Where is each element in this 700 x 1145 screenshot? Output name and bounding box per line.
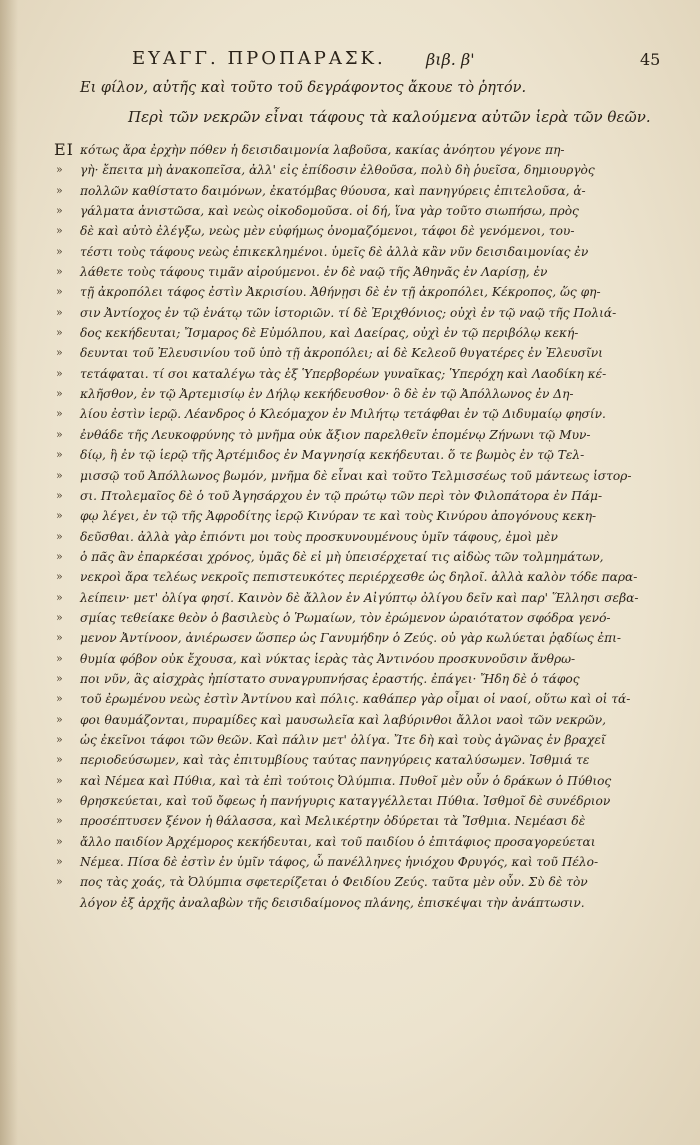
text-line — [40, 181, 660, 201]
line-text: φῳ λέγει, ἐν τῷ τῆς Ἀφροδίτης ἱερῷ Κινύραν τε καὶ τοὺς Κινύρου ἀπογόνους κεκη- — [80, 509, 597, 524]
quotation-mark: » — [56, 509, 63, 523]
line-text: σιν Ἀντίοχος ἐν τῷ ἐνάτῳ τῶν ἱστοριῶν. τί δὲ Ἐριχθόνιος; οὐχὶ ἐν τῷ ναῷ τῆς Πολιά- — [80, 305, 617, 320]
text-line — [40, 527, 660, 547]
text-line — [40, 872, 660, 892]
line-text: ποι νῦν, ἃς αἰσχρὰς ἠπίστατο συναγρυπνήσας ἐραστής. ἐπάγει· Ἤδη δὲ ὁ τάφος — [80, 671, 580, 686]
line-text: τῇ ἀκροπόλει τάφος ἐστὶν Ἀκρισίου. Ἀθήνῃσι δὲ ἐν τῇ ἀκροπόλει, Κέκροπος, ὥς φη- — [80, 285, 601, 300]
text-line — [40, 303, 660, 323]
running-head: ΕΥΑΓΓ. ΠΡΟΠΑΡΑΣΚ. — [132, 48, 386, 69]
text-line — [40, 811, 660, 831]
intro-line: Ει φίλον, αὐτῆς καὶ τοῦτο τοῦ δεγράφοντος ἄκουε τὸ ῥητόν. — [80, 80, 527, 96]
text-line — [40, 425, 660, 445]
quotation-mark: » — [56, 448, 63, 462]
line-text: τέστι τοὺς τάφους νεὼς ἐπικεκλημένοι. ὑμεῖς δὲ ἀλλὰ κἂν νῦν δεισιδαιμονίας ἐν — [80, 244, 589, 259]
line-text: τοῦ ἐρωμένου νεὼς ἐστὶν Ἀντίνου καὶ πόλις. καθάπερ γὰρ οἶμαι οἱ ναοί, οὕτω καὶ οἱ τά- — [80, 692, 631, 707]
line-text: ἐνθάδε τῆς Λευκοφρύνης τὸ μνῆμα οὐκ ἄξιον παρελθεῖν ἑπομένῳ Ζήνωνι τῷ Μυν- — [80, 427, 591, 442]
text-line — [40, 160, 660, 180]
body-text — [40, 140, 660, 913]
text-line — [40, 506, 660, 526]
line-text: πος τὰς χοάς, τὰ Ὀλύμπια σφετερίζεται ὁ Φειδίου Ζεύς. ταῦτα μὲν οὖν. Σὺ δὲ τὸν — [80, 875, 588, 890]
text-line — [40, 608, 660, 628]
text-line — [40, 282, 660, 302]
line-text: σι. Πτολεμαῖος δὲ ὁ τοῦ Ἀγησάρχου ἐν τῷ πρώτῳ τῶν περὶ τὸν Φιλοπάτορα ἐν Πάμ- — [80, 488, 603, 503]
line-text: προσέπτυσεν ξένον ἡ θάλασσα, καὶ Μελικέρτην ὀδύρεται τὰ Ἴσθμια. Νεμέασι δὲ — [80, 814, 586, 829]
page-gutter-shadow — [0, 0, 18, 1145]
text-line — [40, 689, 660, 709]
line-text: θυμία φόβον οὐκ ἔχουσα, καὶ νύκτας ἱερὰς τὰς Ἀντινόου προσκυνοῦσιν ἄνθρω- — [80, 651, 576, 666]
quotation-mark: » — [56, 346, 63, 360]
line-text: πολλῶν καθίστατο δαιμόνων, ἐκατόμβας θύουσα, καὶ πανηγύρεις ἐπιτελοῦσα, ἀ- — [80, 183, 586, 198]
line-text: κότως ἄρα ἐρχὴν πόθεν ἡ δεισιδαιμονία λαβοῦσα, κακίας ἀνόητου γέγονε πη- — [80, 143, 565, 157]
quotation-mark: » — [56, 183, 63, 197]
text-line — [40, 567, 660, 587]
text-line — [40, 547, 660, 567]
quotation-mark: » — [56, 794, 63, 807]
quotation-mark: » — [56, 834, 63, 848]
quotation-mark: » — [56, 326, 63, 340]
quotation-mark: » — [56, 488, 63, 502]
quotation-mark: » — [56, 387, 63, 401]
quotation-mark: » — [56, 163, 63, 177]
quotation-mark: » — [56, 732, 63, 746]
line-text: ὡς ἐκεῖνοι τάφοι τῶν θεῶν. Καὶ πάλιν μετ' ὀλίγα. Ἴτε δὴ καὶ τοὺς ἀγῶνας ἐν βραχεῖ — [80, 732, 606, 747]
text-line — [40, 445, 660, 465]
text-line — [40, 893, 660, 913]
text-line — [40, 628, 660, 648]
line-text: ἄλλο παιδίον Ἀρχέμορος κεκήδευται, καὶ τοῦ παιδίου ὁ ἐπιτάφιος προσαγορεύεται — [80, 834, 596, 849]
quotation-mark: » — [56, 224, 63, 238]
section-heading: Περὶ τῶν νεκρῶν εἶναι τάφους τὰ καλούμενα αὐτῶν ἱερὰ τῶν θεῶν. — [128, 108, 651, 126]
quotation-mark: » — [56, 875, 63, 889]
quotation-mark: » — [56, 671, 63, 685]
quotation-mark: » — [56, 407, 63, 421]
text-line — [40, 750, 660, 770]
line-text: γὴ· ἔπειτα μὴ ἀνακοπεῖσα, ἀλλ' εἰς ἐπίδοσιν ἐλθοῦσα, πολὺ δὴ ῥυεῖσα, δημιουργὸς — [80, 163, 595, 178]
line-text: δὲ καὶ αὐτὸ ἐλέγξω, νεὼς μὲν εὐφήμως ὀνομαζόμενοι, τάφοι δὲ γενόμενοι, του- — [80, 224, 575, 239]
text-line — [40, 730, 660, 750]
text-line — [40, 771, 660, 791]
text-line — [40, 588, 660, 608]
text-line — [40, 343, 660, 363]
quotation-mark: » — [56, 773, 63, 787]
text-line — [40, 404, 660, 424]
line-text: νεκροὶ ἄρα τελέως νεκροῖς πεπιστευκότες περιέρχεσθε ὡς δηλοῖ. ἀλλὰ καλὸν τόδε παρα- — [80, 570, 638, 585]
quotation-mark: » — [56, 753, 63, 767]
text-line — [40, 649, 660, 669]
text-line — [40, 710, 660, 730]
line-text: λάθετε τοὺς τάφους τιμᾶν αἰρούμενοι. ἐν δὲ ναῷ τῆς Ἀθηνᾶς ἐν Λαρίσῃ, ἐν — [80, 265, 548, 280]
quotation-mark: » — [56, 244, 63, 258]
text-line — [40, 486, 660, 506]
quotation-mark: » — [56, 631, 63, 645]
quotation-mark: » — [56, 651, 63, 665]
line-text: λίου ἐστὶν ἱερῷ. Λέανδρος ὁ Κλεόμαχον ἐν Μιλήτῳ τετάφθαι ἐν τῷ Διδυμαίῳ φησίν. — [80, 407, 606, 422]
quotation-mark: » — [56, 855, 63, 869]
line-text: δίῳ, ἣ ἐν τῷ ἱερῷ τῆς Ἀρτέμιδος ἐν Μαγνησίᾳ κεκήδευται. ὅ τε βωμὸς ἐν τῷ Τελ- — [80, 448, 585, 463]
initial-letters: ΕΙ — [54, 140, 74, 159]
line-text: δεῦσθαι. ἀλλὰ γὰρ ἐπιόντι μοι τοὺς προσκυνουμένους ὑμῖν τάφους, ἐμοὶ μὲν — [80, 529, 558, 544]
line-text: Νέμεα. Πίσα δὲ ἐστὶν ἐν ὑμῖν τάφος, ὦ πανέλληνες ἡνιόχου Φρυγός, καὶ τοῦ Πέλο- — [80, 855, 599, 870]
line-text: μισσῷ τοῦ Ἀπόλλωνος βωμόν, μνῆμα δὲ εἶναι καὶ τοῦτο Τελμισσέως τοῦ μάντεως ἱστορ- — [80, 468, 632, 483]
line-text: καὶ Νέμεα καὶ Πύθια, καὶ τὰ ἐπὶ τούτοις Ὀλύμπια. Πυθοῖ μὲν οὖν ὁ δράκων ὁ Πύθιος — [80, 773, 612, 788]
book-reference: βιβ. β' — [426, 50, 475, 69]
line-text: λόγον ἐξ ἀρχῆς ἀναλαβὼν τῆς δεισιδαίμονος πλάνης, ἐπισκέψαι τὴν ἀνάπτωσιν. — [80, 895, 585, 910]
text-line — [40, 384, 660, 404]
text-line — [40, 262, 660, 282]
text-line — [40, 364, 660, 384]
text-line — [40, 140, 660, 160]
quotation-mark: » — [56, 549, 63, 563]
text-line — [40, 221, 660, 241]
line-text: ὁ πᾶς ἂν ἐπαρκέσαι χρόνος, ὑμᾶς δὲ εἰ μὴ ὑπεισέρχεταί τις αἰδὼς τῶν τολμημάτων, — [80, 549, 604, 564]
text-line — [40, 669, 660, 689]
quotation-mark: » — [56, 692, 63, 706]
quotation-mark: » — [56, 285, 63, 299]
line-text: γάλματα ἀνιστῶσα, καὶ νεὼς οἰκοδομοῦσα. οἱ δή, ἵνα γὰρ τοῦτο σιωπήσω, πρὸς — [80, 204, 579, 219]
text-line — [40, 791, 660, 811]
line-text: σμίας τεθείακε θεὸν ὁ βασιλεὺς ὁ Ῥωμαίων, τὸν ἐρώμενον ὡραιότατον σφόδρα γενό- — [80, 610, 611, 625]
text-line — [40, 323, 660, 343]
line-text: κλῆσθον, ἐν τῷ Ἀρτεμισίῳ ἐν Δήλῳ κεκήδευσθον· ὃ δὲ ἐν τῷ Ἀπόλλωνος ἐν Δη- — [80, 387, 574, 402]
text-line — [40, 466, 660, 486]
quotation-mark: » — [56, 427, 63, 441]
quotation-mark: » — [56, 590, 63, 604]
quotation-mark: » — [56, 204, 63, 218]
page-header — [0, 44, 700, 74]
quotation-mark: » — [56, 366, 63, 380]
text-line — [40, 242, 660, 262]
text-line — [40, 852, 660, 872]
line-text: δος κεκήδευται; Ἴσμαρος δὲ Εὐμόλπου, καὶ Δαείρας, οὐχὶ ἐν τῷ περιβόλῳ κεκή- — [80, 326, 579, 341]
quotation-mark: » — [56, 265, 63, 279]
quotation-mark: » — [56, 468, 63, 482]
text-line — [40, 832, 660, 852]
line-text: τετάφαται. τί σοι καταλέγω τὰς ἐξ Ὑπερβορέων γυναῖκας; Ὑπερόχη καὶ Λαοδίκη κέ- — [80, 366, 607, 381]
text-line — [40, 201, 660, 221]
line-text: δευνται τοῦ Ἐλευσινίου τοῦ ὑπὸ τῇ ἀκροπόλει; αἱ δὲ Κελεοῦ θυγατέρες ἐν Ἐλευσῖνι — [80, 346, 603, 361]
quotation-mark: » — [56, 305, 63, 319]
line-text: λείπειν· μετ' ὀλίγα φησί. Καινὸν δὲ ἄλλον ἐν Αἰγύπτῳ ὀλίγου δεῖν καὶ παρ' Ἕλλησι σεβα- — [80, 590, 639, 605]
quotation-mark: » — [56, 712, 63, 726]
quotation-mark: » — [56, 610, 63, 624]
page-number: 45 — [640, 50, 661, 69]
line-text: περιοδεύσωμεν, καὶ τὰς ἐπιτυμβίους ταύτας πανηγύρεις καταλύσωμεν. Ἰσθμιά τε — [80, 753, 590, 768]
quotation-mark: » — [56, 570, 63, 584]
quotation-mark: » — [56, 814, 63, 828]
quotation-mark: » — [56, 529, 63, 543]
line-text: θρησκεύεται, καὶ τοῦ ὄφεως ἡ πανήγυρις καταγγέλλεται Πύθια. Ἰσθμοῖ δὲ συνέδριον — [80, 794, 611, 808]
line-text: μενον Ἀντίνοον, ἀνιέρωσεν ὥσπερ ὡς Γανυμήδην ὁ Ζεύς. οὐ γὰρ κωλύεται ῥᾳδίως ἐπι- — [80, 631, 621, 646]
line-text: φοι θαυμάζονται, πυραμίδες καὶ μαυσωλεῖα καὶ λαβύρινθοι ἄλλοι ναοὶ τῶν νεκρῶν, — [80, 712, 606, 727]
